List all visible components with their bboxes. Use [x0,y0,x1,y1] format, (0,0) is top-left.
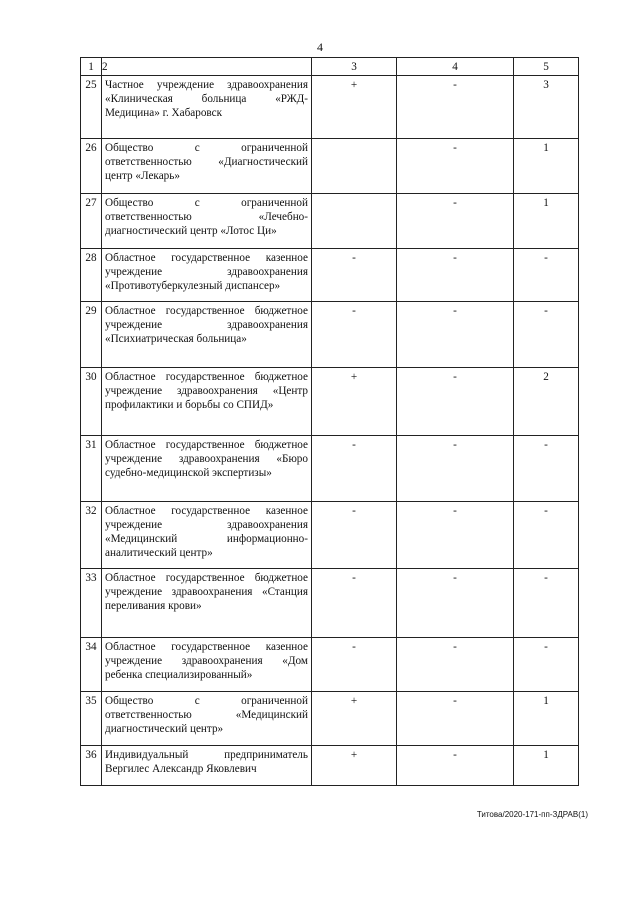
header-col-1: 1 [81,58,102,76]
col3-value: - [312,502,397,569]
col5-value: 2 [514,368,579,436]
row-number: 27 [81,194,102,249]
header-col-3: 3 [312,58,397,76]
table-row [81,638,579,692]
col4-value: - [397,76,514,139]
col5-value: 3 [514,76,579,139]
institution-name: Областное государственное казенное учреждение здравоохранения «Дом ребенка специализированный» [102,638,312,692]
col5-value: 1 [514,746,579,786]
row-number: 31 [81,436,102,502]
institution-name: Областное государственное бюджетное учреждение здравоохранения «Психиатрическая больница» [102,302,312,368]
header-col-2: 2 [102,58,312,76]
col3-value: + [312,76,397,139]
col4-value: - [397,746,514,786]
col4-value: - [397,502,514,569]
institution-name: Общество с ограниченной ответственностью «Лечебно-диагностический центр «Лотос Ци» [102,194,312,249]
col4-value: - [397,638,514,692]
col4-value: - [397,249,514,302]
table-row [81,692,579,746]
table-row [81,436,579,502]
table-row [81,502,579,569]
col5-value: - [514,302,579,368]
institution-name: Областное государственное бюджетное учреждение здравоохранения «Центр профилактики и борьбы со СПИД» [102,368,312,436]
col4-value: - [397,194,514,249]
col4-value: - [397,139,514,194]
row-number: 32 [81,502,102,569]
table-header-row [81,58,579,76]
col4-value: - [397,692,514,746]
col5-value: - [514,502,579,569]
institution-name: Общество с ограниченной ответственностью «Диагностический центр «Лекарь» [102,139,312,194]
row-number: 30 [81,368,102,436]
table-row [81,746,579,786]
table-row [81,249,579,302]
col3-value: - [312,249,397,302]
row-number: 26 [81,139,102,194]
col3-value [312,194,397,249]
row-number: 33 [81,569,102,638]
header-col-5: 5 [514,58,579,76]
col3-value: + [312,692,397,746]
col5-value: 1 [514,139,579,194]
col3-value [312,139,397,194]
col3-value: - [312,569,397,638]
institution-name: Областное государственное бюджетное учреждение здравоохранения «Станция переливания крови» [102,569,312,638]
header-col-4: 4 [397,58,514,76]
table-row [81,194,579,249]
col5-value: - [514,638,579,692]
col4-value: - [397,368,514,436]
row-number: 36 [81,746,102,786]
table-row [81,76,579,139]
col3-value: - [312,302,397,368]
row-number: 25 [81,76,102,139]
institution-name: Общество с ограниченной ответственностью «Медицинский диагностический центр» [102,692,312,746]
document-footer-code: Титова/2020-171-пп-ЗДРАВ(1) [476,810,588,819]
institutions-table [80,57,579,786]
col4-value: - [397,569,514,638]
table-row [81,368,579,436]
col3-value: + [312,368,397,436]
table-row [81,139,579,194]
col5-value: 1 [514,194,579,249]
col4-value: - [397,302,514,368]
row-number: 34 [81,638,102,692]
page-number: 4 [317,40,323,54]
col5-value: - [514,569,579,638]
col5-value: - [514,436,579,502]
institution-name: Областное государственное бюджетное учреждение здравоохранения «Бюро судебно-медицинской экспертизы» [102,436,312,502]
col3-value: + [312,746,397,786]
col5-value: - [514,249,579,302]
row-number: 35 [81,692,102,746]
col5-value: 1 [514,692,579,746]
row-number: 29 [81,302,102,368]
institution-name: Индивидуальный предприниматель Вергилес Александр Яковлевич [102,746,312,786]
col3-value: - [312,436,397,502]
col4-value: - [397,436,514,502]
institution-name: Областное государственное казенное учреждение здравоохранения «Противотуберкулезный диспансер» [102,249,312,302]
institution-name: Областное государственное казенное учреждение здравоохранения «Медицинский информационно-аналитический центр» [102,502,312,569]
table-row [81,569,579,638]
institution-name: Частное учреждение здравоохранения «Клиническая больница «РЖД-Медицина» г. Хабаровск [102,76,312,139]
col3-value: - [312,638,397,692]
table-row [81,302,579,368]
row-number: 28 [81,249,102,302]
